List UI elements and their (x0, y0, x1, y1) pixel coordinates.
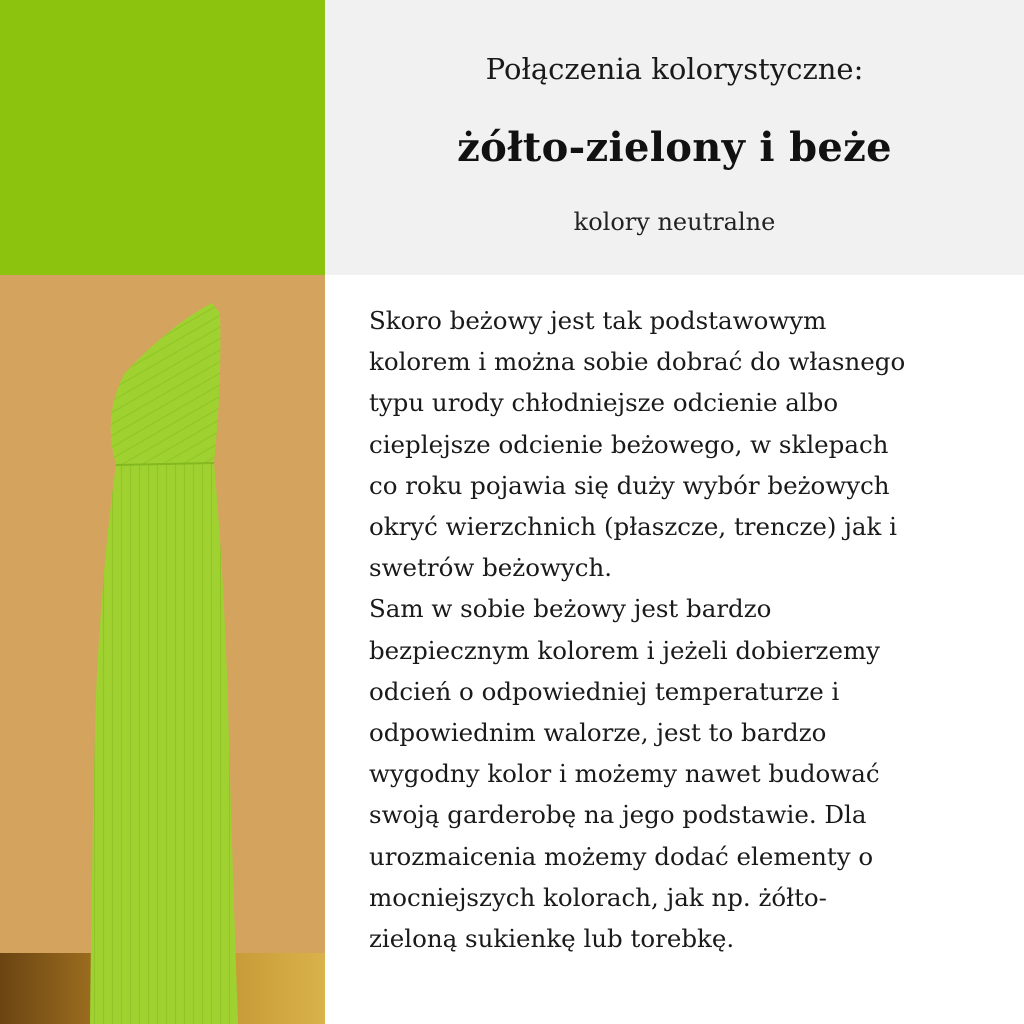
product-photo (0, 275, 325, 1024)
header-subtitle-top: Połączenia kolorystyczne: (485, 52, 864, 86)
header-panel (325, 0, 1024, 275)
dress-skirt-pleats (90, 463, 238, 1024)
color-swatch (0, 0, 325, 275)
green-one-shoulder-dress-image (0, 275, 325, 1024)
body-text: Skoro beżowy jest tak podstawowym kolorem i można sobie dobrać do własnego typu urody chłodniejsze odcienie albo cieplejsze odcienie beżowego, w sklepach co roku pojawia się duży wybór beżowych okryć wierzchnich (płaszcze, trencze) jak i swetrów beżowych. Sam w sobie beżowy jest bardzo bezpiecznym kolorem i jeżeli dobierzemy odcień o odpowiedniej temperaturze i odpowiednim walorze, jest to bardzo wygodny kolor i możemy nawet budować swoją garderobę na jego podstawie. Dla urozmaicenia możemy dodać elementy o mocniejszych kolorach, jak np. żółto- zieloną sukienkę lub torebkę. (369, 306, 906, 954)
page-title: żółto-zielony i beże (457, 124, 892, 171)
header-subtitle-bottom: kolory neutralne (573, 208, 776, 236)
